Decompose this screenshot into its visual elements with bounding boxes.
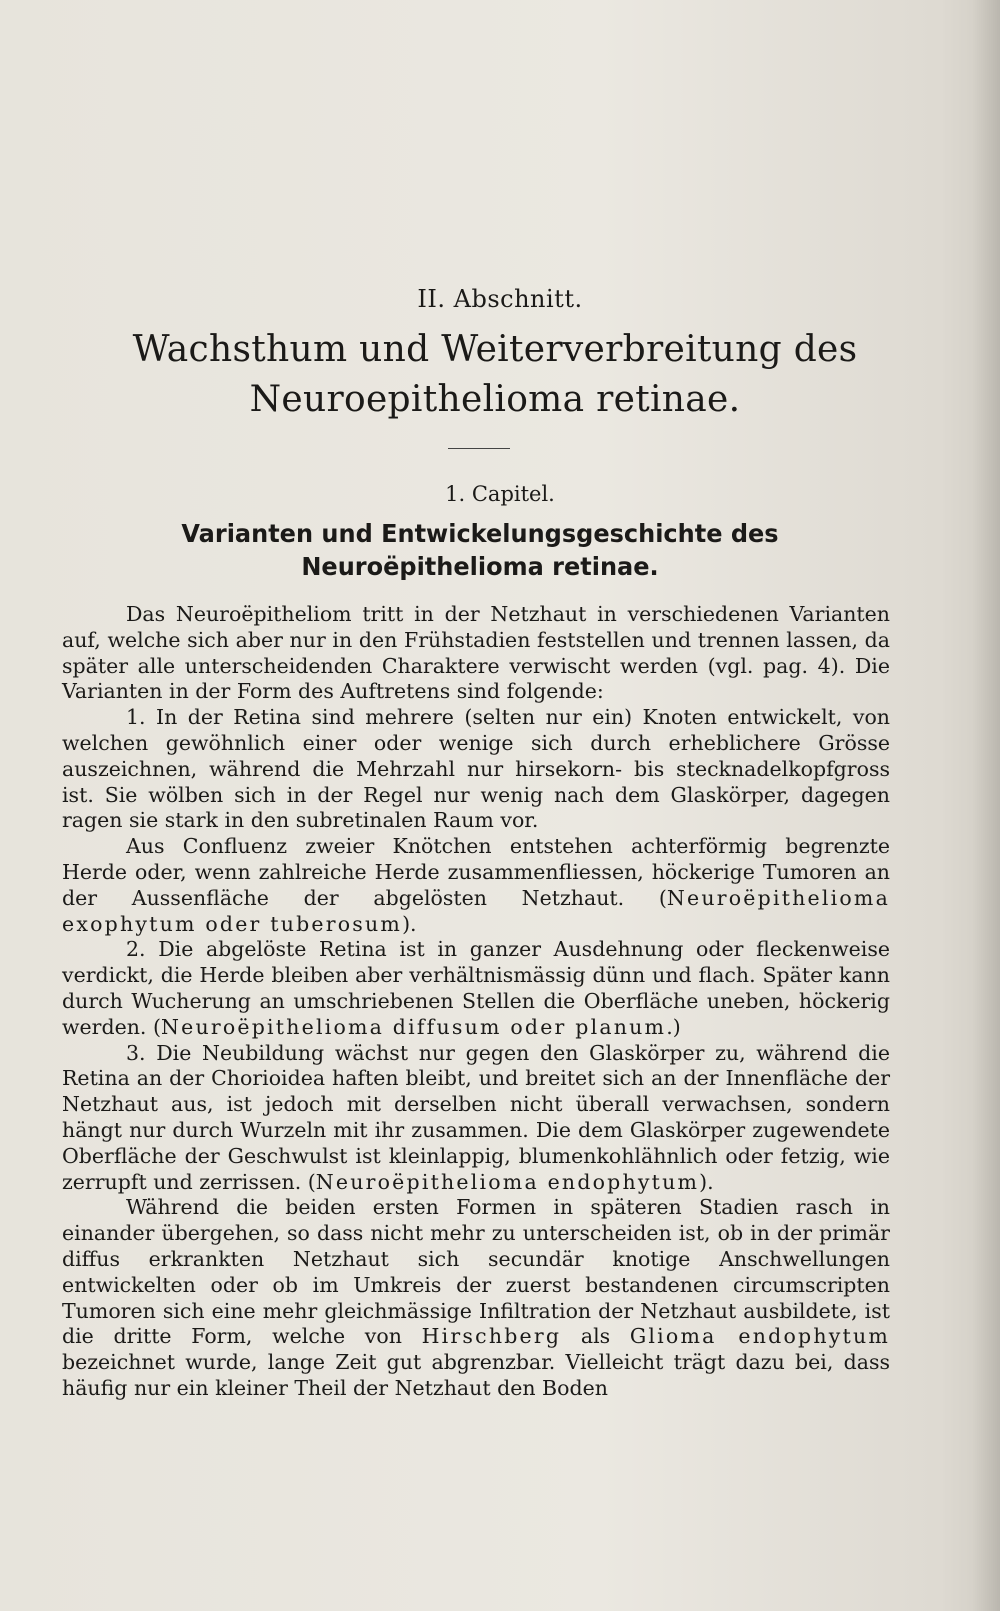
chapter-label: 1. Capitel. [445, 482, 555, 506]
paragraph-text: 3. Die Neubildung wächst nur gegen den Glaskörper zu, während die Retina an der Chorioidea haften bleibt, und breitet sich an der Innenfläche der Netzhaut aus, ist jedoch mit derselben nicht überall verwachsen, sondern hängt nur durch Wurzeln mit ihr zusammen. Die dem Glaskörper zugewendete Oberfläche der Geschwulst ist kleinlappig, blumenkohlähnlich oder fetzig, wie zerrupft und zerrissen. ( [62, 1040, 890, 1194]
spaced-term: Neuroëpithelioma diffusum oder planum [160, 1014, 667, 1039]
section-label: II. Abschnitt. [417, 285, 583, 313]
paragraph-text: als [561, 1324, 630, 1349]
paragraph-text: Aus Confluenz zweier Knötchen entstehen achterförmig begrenzte Herde oder, wenn zahlreiche Herde zusammenfliessen, höckerige Tumoren an der Aussenfläche der abgelösten Netzhaut. ( [62, 834, 890, 910]
spaced-term: Neuroëpithelioma exophytum oder tuberosum [62, 885, 890, 936]
page-edge-shadow [972, 0, 1000, 1611]
paragraph-text: 1. In der Retina sind mehrere (selten nur ein) Knoten entwickelt, von welchen gewöhnlich einer oder wenige sich durch erheblichere Grösse auszeichnen, während die Mehrzahl nur hirsekorn- bis stecknadelkopfgross ist. Sie wölben sich in der Regel nur wenig nach dem Glaskörper, dagegen ragen sie stark in den subretinalen Raum vor. [62, 705, 890, 833]
body-text [62, 602, 890, 1402]
paragraph-confluence [62, 834, 890, 937]
spaced-author: Hirschberg [421, 1324, 562, 1349]
paragraph-variant-1 [62, 705, 890, 834]
paragraph-text: ). [402, 911, 417, 936]
paragraph-text: Das Neuroëpitheliom tritt in der Netzhaut in verschiedenen Varianten auf, welche sich aber nur in den Frühstadien feststellen und trennen lassen, da später alle unterscheidenden Charaktere verwischt werden (vgl. pag. 4). Die Varianten in der Form des Auftretens sind folgende: [62, 602, 890, 704]
paragraph-text: bezeichnet wurde, lange Zeit gut abgrenzbar. Vielleicht trägt dazu bei, dass häufig nur ein kleiner Theil der Netzhaut den Boden [62, 1350, 890, 1400]
spaced-term: Neuroëpithelioma endophytum [315, 1169, 700, 1194]
paragraph-text: Während die beiden ersten Formen in späteren Stadien rasch in einander übergehen, so dass nicht mehr zu unterscheiden ist, ob in der primär diffus erkrankten Netzhaut sich secundär knotige Anschwellungen entwickelten oder ob im Umkreis der zuerst bestandenen circumscripten Tumoren sich eine mehr gleichmässige Infiltration der Netzhaut ausbildete, ist die dritte Form, welche von [62, 1195, 890, 1349]
paragraph-text: .) [666, 1014, 681, 1039]
chapter-title: Varianten und Entwickelungsgeschichte des Neuroëpithelioma retinae. [181, 519, 779, 581]
paragraph-text: ). [699, 1169, 714, 1194]
paragraph-variant-3 [62, 1041, 890, 1196]
spaced-term: Glioma endophytum [629, 1324, 890, 1349]
section-title: Wachsthum und Weiterverbreitung des Neuroepithelioma retinae. [132, 329, 858, 420]
paragraph-intro [62, 602, 890, 705]
paragraph-variant-2 [62, 937, 890, 1040]
paragraph-closing [62, 1195, 890, 1401]
paragraph-text: 2. Die abgelöste Retina ist in ganzer Ausdehnung oder fleckenweise verdickt, die Herde bleiben aber verhältnismässig dünn und flach. Später kann durch Wucherung an umschriebenen Stellen die Oberfläche uneben, höckerig werden. ( [62, 937, 890, 1039]
title-divider [448, 448, 510, 449]
